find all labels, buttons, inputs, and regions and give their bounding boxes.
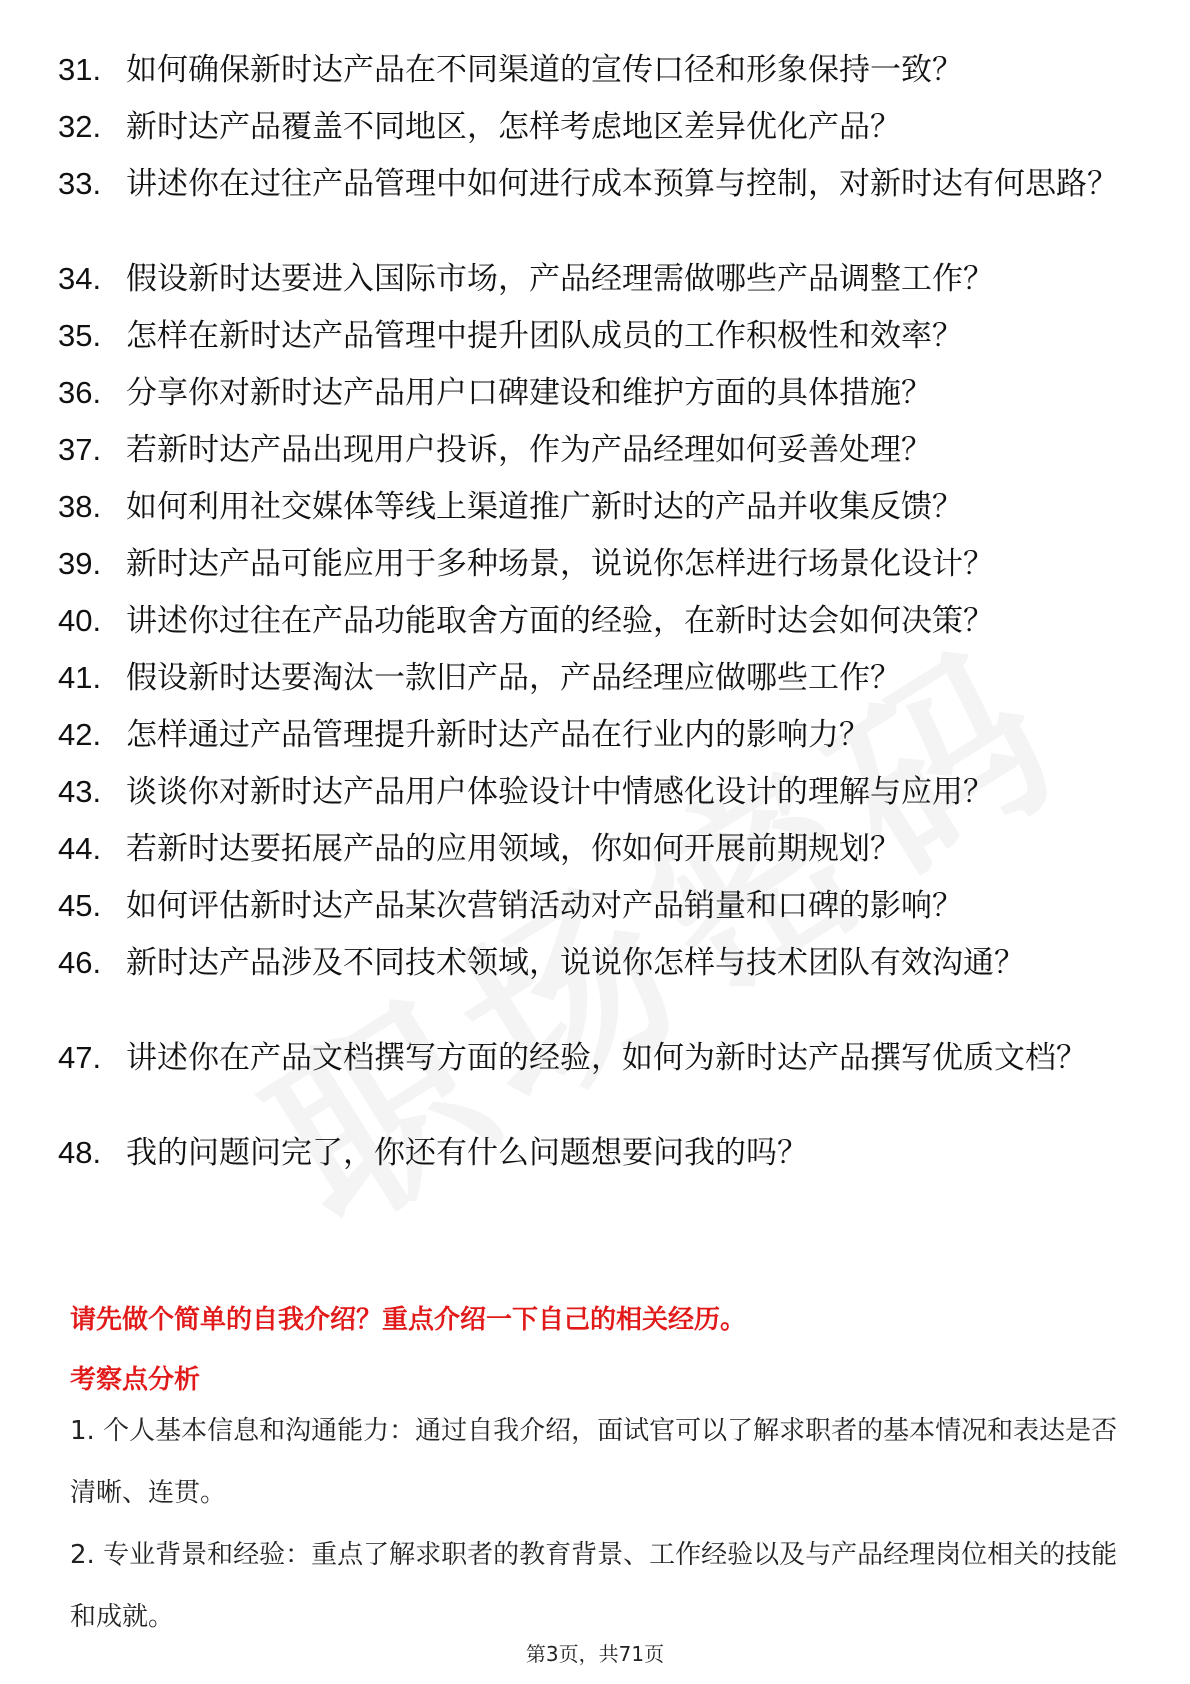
question-text: 新时达产品涉及不同技术领域，说说你怎样与技术团队有效沟通？	[126, 945, 1025, 981]
question-item	[58, 46, 1118, 94]
question-item	[58, 540, 1118, 588]
question-text: 如何评估新时达产品某次营销活动对产品销量和口碑的影响？	[126, 888, 963, 924]
question-number: 31.	[58, 52, 102, 87]
question-number: 37.	[58, 432, 102, 467]
question-number: 36.	[58, 375, 102, 410]
question-text: 讲述你在产品文档撰写方面的经验，如何为新时达产品撰写优质文档？	[126, 1040, 1087, 1076]
question-number: 42.	[58, 717, 102, 752]
question-number: 41.	[58, 660, 102, 695]
question-text: 新时达产品可能应用于多种场景，说说你怎样进行场景化设计？	[126, 546, 994, 582]
question-text: 若新时达要拓展产品的应用领域，你如何开展前期规划？	[126, 831, 901, 867]
question-number: 45.	[58, 888, 102, 923]
question-number: 40.	[58, 603, 102, 638]
question-text: 讲述你在过往产品管理中如何进行成本预算与控制，对新时达有何思路？	[126, 166, 1118, 202]
question-item	[58, 312, 1118, 360]
page-footer: 第3页，共71页	[525, 1642, 665, 1666]
question-item	[58, 597, 1118, 645]
question-text: 讲述你过往在产品功能取舍方面的经验，在新时达会如何决策？	[126, 603, 994, 639]
question-text: 谈谈你对新时达产品用户体验设计中情感化设计的理解与应用？	[126, 774, 994, 810]
question-text: 若新时达产品出现用户投诉，作为产品经理如何妥善处理？	[126, 432, 932, 468]
question-text: 假设新时达要进入国际市场，产品经理需做哪些产品调整工作？	[126, 261, 994, 297]
question-number: 43.	[58, 774, 102, 809]
question-text: 如何利用社交媒体等线上渠道推广新时达的产品并收集反馈？	[126, 489, 963, 525]
question-text: 假设新时达要淘汰一款旧产品，产品经理应做哪些工作？	[126, 660, 901, 696]
question-text: 新时达产品覆盖不同地区，怎样考虑地区差异优化产品？	[126, 109, 901, 145]
analysis-point: 2. 专业背景和经验：重点了解求职者的教育背景、工作经验以及与产品经理岗位相关的技能和成就。	[70, 1540, 1118, 1632]
question-text: 我的问题问完了，你还有什么问题想要问我的吗？	[126, 1135, 808, 1171]
analysis-point: 1. 个人基本信息和沟通能力：通过自我介绍，面试官可以了解求职者的基本情况和表达是否清晰、连贯。	[70, 1416, 1118, 1508]
question-item	[58, 103, 1118, 151]
question-number: 46.	[58, 945, 102, 980]
question-number: 44.	[58, 831, 102, 866]
question-item	[58, 255, 1118, 303]
question-number: 47.	[58, 1040, 102, 1075]
question-number: 38.	[58, 489, 102, 524]
question-item	[58, 882, 1118, 930]
section-question-heading: 请先做个简单的自我介绍？重点介绍一下自己的相关经历。	[70, 1305, 747, 1335]
question-text: 怎样通过产品管理提升新时达产品在行业内的影响力？	[126, 717, 870, 753]
question-number: 48.	[58, 1135, 102, 1170]
question-item	[58, 160, 1118, 208]
question-item	[58, 426, 1118, 474]
question-item	[58, 939, 1118, 987]
question-item	[58, 483, 1118, 531]
question-item	[58, 1034, 1118, 1082]
question-item	[58, 654, 1118, 702]
question-item	[58, 711, 1118, 759]
question-number: 34.	[58, 261, 102, 296]
question-number: 33.	[58, 166, 102, 201]
question-item	[58, 825, 1118, 873]
question-text: 分享你对新时达产品用户口碑建设和维护方面的具体措施？	[126, 375, 932, 411]
question-text: 如何确保新时达产品在不同渠道的宣传口径和形象保持一致？	[126, 52, 963, 88]
question-item	[58, 1129, 1118, 1177]
question-text: 怎样在新时达产品管理中提升团队成员的工作积极性和效率？	[126, 318, 963, 354]
question-item	[58, 369, 1118, 417]
analysis-title: 考察点分析	[70, 1365, 201, 1395]
question-number: 39.	[58, 546, 102, 581]
question-number: 32.	[58, 109, 102, 144]
question-number: 35.	[58, 318, 102, 353]
question-item	[58, 768, 1118, 816]
